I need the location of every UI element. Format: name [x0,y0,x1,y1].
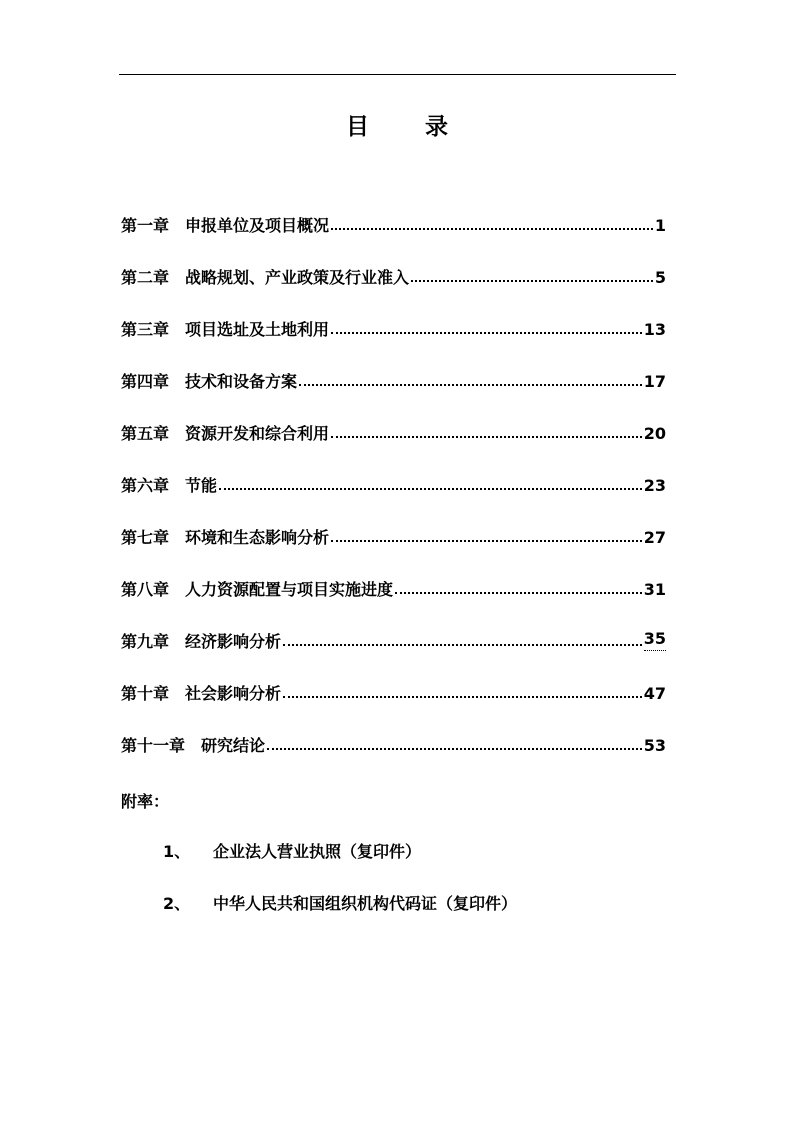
appendix-item-number: 2、 [163,894,191,913]
page-title [0,108,794,141]
toc-leader [331,420,642,438]
header-rule [119,74,676,75]
toc-chapter: 第十一章 [121,736,186,755]
toc-leader [331,316,642,334]
toc-chapter: 第三章 [121,320,170,339]
title-part-1: 目 [346,114,369,140]
toc-entry[interactable] [121,732,666,784]
toc-page: 23 [643,476,666,495]
toc-entry[interactable] [121,316,666,368]
toc-title: 资源开发和综合利用 [185,424,330,443]
toc-entry[interactable] [121,420,666,472]
toc-title: 研究结论 [201,736,266,755]
appendix-item-text: 中华人民共和国组织机构代码证（复印件） [213,894,518,913]
toc-chapter: 第一章 [121,216,170,235]
toc-title: 环境和生态影响分析 [185,528,330,547]
toc-entry[interactable] [121,368,666,420]
appendix-heading: 附率： [121,792,170,811]
toc-chapter: 第五章 [121,424,170,443]
toc-title: 项目选址及土地利用 [185,320,330,339]
toc-page: 31 [643,580,666,599]
toc-title: 经济影响分析 [185,632,282,651]
toc-title: 技术和设备方案 [185,372,298,391]
toc-leader [283,680,642,698]
toc-leader [331,524,642,542]
appendix-item-number: 1、 [163,842,191,861]
toc-title: 战略规划、产业政策及行业准入 [185,268,410,287]
toc-leader [395,576,642,594]
toc-page: 1 [654,216,666,235]
toc-entry[interactable] [121,264,666,316]
toc-leader [219,472,642,490]
toc-page: 5 [654,268,666,287]
table-of-contents [121,212,666,784]
toc-entry[interactable] [121,212,666,264]
toc-entry[interactable] [121,628,666,680]
toc-title: 社会影响分析 [185,684,282,703]
toc-page: 27 [643,528,666,547]
toc-title: 申报单位及项目概况 [185,216,330,235]
toc-leader [331,212,653,230]
toc-page: 53 [643,736,666,755]
toc-entry[interactable] [121,524,666,576]
toc-chapter: 第十章 [121,684,170,703]
toc-chapter: 第九章 [121,632,170,651]
toc-entry[interactable] [121,576,666,628]
toc-entry[interactable] [121,472,666,524]
toc-title: 节能 [185,476,218,495]
toc-chapter: 第六章 [121,476,170,495]
title-part-2: 录 [425,114,448,140]
appendix-item[interactable] [163,838,421,866]
toc-chapter: 第四章 [121,372,170,391]
toc-page: 17 [643,372,666,391]
toc-chapter: 第七章 [121,528,170,547]
toc-leader [299,368,642,386]
appendix-item-text: 企业法人营业执照（复印件） [213,842,422,861]
toc-page: 13 [643,320,666,339]
toc-leader [411,264,653,282]
toc-page: 47 [643,684,666,703]
toc-page: 20 [643,424,666,443]
toc-leader [283,628,642,646]
appendix-item[interactable] [163,890,517,918]
toc-entry[interactable] [121,680,666,732]
toc-page: 35 [644,628,666,651]
toc-chapter: 第八章 [121,580,170,599]
toc-title: 人力资源配置与项目实施进度 [185,580,394,599]
toc-leader [267,732,642,750]
toc-chapter: 第二章 [121,268,170,287]
